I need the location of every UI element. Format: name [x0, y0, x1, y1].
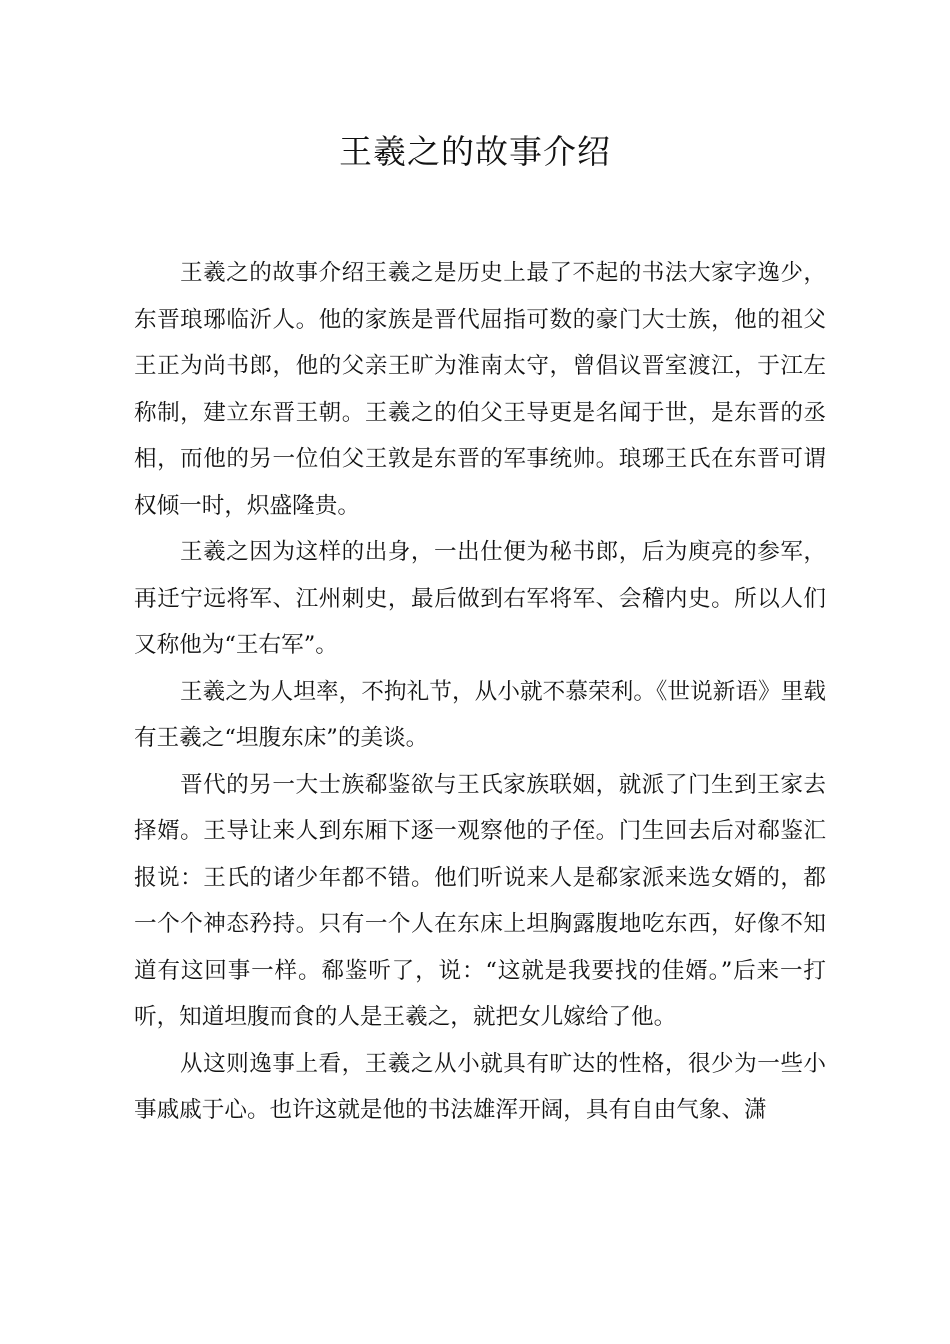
paragraph: 王羲之为人坦率，不拘礼节，从小就不慕荣利。《世说新语》里载有王羲之“坦腹东床”的美谈。 — [134, 678, 826, 751]
paragraph: 王羲之因为这样的出身，一出仕便为秘书郎，后为庾亮的参军，再迁宁远将军、江州刺史，最后做到右军将军、会稽内史。所以人们又称他为“王右军”。 — [134, 539, 826, 658]
document-body — [134, 250, 826, 1134]
paragraph: 王羲之的故事介绍王羲之是历史上最了不起的书法大家字逸少，东晋琅琊临沂人。他的家族是晋代屈指可数的豪门大士族，他的祖父王正为尚书郎，他的父亲王旷为淮南太守，曾倡议晋室渡江，于江左称制，建立东晋王朝。王羲之的伯父王导更是名闻于世，是东晋的丞相，而他的另一位伯父王敦是东晋的军事统帅。琅琊王氏在东晋可谓权倾一时，炽盛隆贵。 — [134, 260, 826, 519]
paragraph: 晋代的另一大士族郗鉴欲与王氏家族联姻，就派了门生到王家去择婿。王导让来人到东厢下逐一观察他的子侄。门生回去后对郗鉴汇报说：王氏的诸少年都不错。他们听说来人是郗家派来选女婿的，都一个个神态矜持。只有一个人在东床上坦胸露腹地吃东西，好像不知道有这回事一样。郗鉴听了，说：“这就是我要找的佳婿。”后来一打听，知道坦腹而食的人是王羲之，就把女儿嫁给了他。 — [134, 771, 826, 1030]
document-title: 王羲之的故事介绍 — [339, 132, 611, 171]
paragraph: 从这则逸事上看，王羲之从小就具有旷达的性格，很少为一些小事戚戚于心。也许这就是他的书法雄浑开阔，具有自由气象、潇 — [134, 1050, 826, 1123]
